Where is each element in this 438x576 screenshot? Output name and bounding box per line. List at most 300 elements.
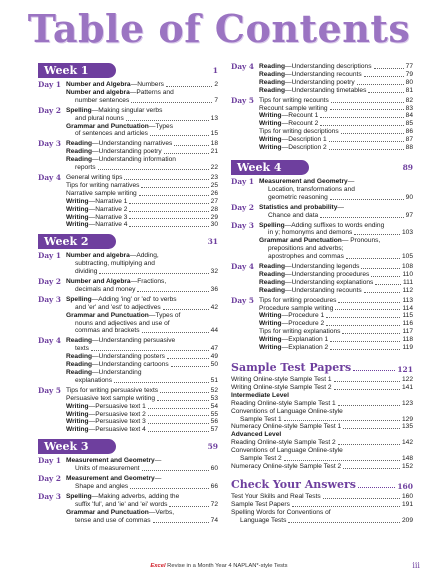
toc-entry-text: Sample Test 1 [240,415,282,423]
day-block [38,296,218,336]
day-label: Day 5 [231,295,254,305]
leader-dots [114,382,209,383]
toc-entry-text: apostrophes and commas [268,253,344,261]
toc-entry-bold: Writing [259,320,282,328]
toc-entry [259,279,413,287]
leader-dots [326,317,400,318]
leader-dots [320,125,403,126]
toc-entry [231,384,413,392]
toc-entry-bold: Measurement and Geometry [66,475,155,483]
toc-page-number: 148 [401,455,413,463]
leader-dots [148,431,209,432]
toc-entry-bold: Writing [66,410,89,418]
toc-page-number: 23 [210,173,218,181]
toc-entry [66,278,218,286]
leader-dots [331,102,404,103]
sample-tests-heading [231,361,413,374]
toc-entry [259,186,413,194]
toc-entry-bold: Writing [66,221,89,229]
toc-page-number: 51 [210,376,218,384]
toc-page-number: 119 [402,344,413,352]
leader-dots [141,187,208,188]
toc-entry-bold: Grammar and Punctuation [66,311,149,319]
toc-entry [259,229,413,237]
day-label: Day 2 [38,474,61,484]
leader-dots [334,389,400,390]
toc-entry-text: Numeracy Online-style Sample Test 2 [231,462,342,470]
toc-page-number: 117 [402,328,413,336]
toc-entry-text: Sample Test 2 [240,455,282,463]
toc-entry-text: Grammar and Punctuation—Types of [66,311,181,319]
toc-page-number: 123 [401,399,413,407]
day-label: Day 4 [38,336,61,346]
leader-dots [174,145,208,146]
toc-entry-text: nouns and adjectives and use of [75,319,170,327]
sample-tests-title: Sample Test Papers [231,361,352,374]
toc-entry [259,71,413,79]
toc-entry [66,475,218,483]
toc-entry-bold: Writing [66,426,89,434]
leader-dots [320,217,403,218]
leader-dots [91,350,209,351]
toc-entry [66,457,218,465]
toc-entry-bold: Reading [66,337,93,345]
toc-page-number: 111 [402,278,413,286]
toc-page-number: 54 [210,402,218,410]
toc-entry [66,190,218,198]
toc-entry-bold: Number and algebra [66,88,130,96]
toc-page-number: 7 [214,96,218,104]
toc-entry [231,400,413,408]
day-label: Day 2 [38,277,61,287]
toc-entry-text: Reading Online-style Sample Test 1 [231,399,336,407]
toc-entry-bold: Reading [259,78,286,86]
toc-entry [231,439,413,447]
toc-page-number: 47 [210,345,218,353]
day-block [38,337,218,384]
toc-page-number: 122 [401,376,413,383]
toc-entry [66,345,218,353]
toc-entry-text: Conventions of Language Online-style [231,447,343,455]
leader-dots [292,506,400,507]
toc-entry [66,130,218,138]
leader-dots [129,211,208,212]
week-label: Week 3 [38,439,116,454]
toc-entry-bold: Writing [259,336,282,344]
toc-entry [66,337,218,345]
toc-entry-bold: Grammar and Punctuation [66,122,149,130]
toc-entry [259,105,413,113]
leader-dots [171,366,209,367]
toc-entry-text: Advanced Level [231,431,282,439]
toc-entry-bold: Grammar and Punctuation [259,237,342,245]
leader-dots [357,84,404,85]
toc-entry-text: Reading—Understanding procedures [259,270,370,278]
toc-entry [259,328,413,336]
toc-entry [66,268,218,276]
toc-entry-bold: Reading [66,140,93,148]
toc-entry-text: decimals and money [75,285,136,293]
toc-entry [66,377,218,385]
leader-dots [126,120,209,121]
toc-entry-bold: Reading [66,156,93,164]
answers-page-number: 160 [397,481,413,491]
leader-dots [124,179,208,180]
toc-entry [259,336,413,344]
toc-entry-text: Number and algebra—Patterns and [66,88,174,96]
week-label: Week 4 [231,160,309,175]
toc-page-number: 32 [210,268,218,276]
toc-page-number: 57 [210,426,218,434]
toc-entry [231,517,413,525]
toc-entry [66,501,218,509]
toc-entry-text: Reading—Understanding posters [66,353,165,361]
toc-page-number: 112 [402,286,413,294]
toc-page-number: 79 [405,70,413,78]
toc-page-number: 209 [401,516,413,524]
toc-entry-text: Writing—Recount 2 [259,120,319,128]
toc-page-number: 135 [401,423,413,431]
toc-entry-text: Writing Online-style Sample Test 1 [231,376,332,383]
toc-entry [259,253,413,261]
toc-entry-text: General writing tips [66,173,123,181]
leader-dots [364,76,404,77]
toc-entry [259,97,413,105]
toc-entry-bold: Reading [66,369,93,376]
toc-page-number: 83 [405,104,413,112]
toc-page-number: 80 [405,78,413,86]
toc-entry-text: Tips for writing procedures [259,296,337,304]
leader-dots [157,400,209,401]
toc-entry [259,287,413,295]
toc-entry [66,89,218,97]
day-block [231,297,413,352]
leader-dots [342,333,400,334]
week-header [38,63,218,78]
toc-entry-text: Test Your Skills and Real Tests [231,492,321,500]
leader-dots [167,358,209,359]
leader-dots [320,117,403,118]
toc-entry-bold: Number and algebra [66,252,130,260]
leader-dots [354,234,400,235]
toc-entry-text: Reading Online-style Sample Test 2 [231,439,336,447]
toc-entry-text: and 'er' and 'est' to adjectives [75,303,161,311]
contents-right-column [231,63,413,525]
toc-entry [259,212,413,220]
toc-entry-text: and plural nouns [75,114,124,122]
toc-page-number: 21 [210,148,218,156]
toc-entry-text: Reading—Understanding poetry [66,148,162,156]
leader-dots [142,332,209,333]
toc-entry-text: Reading—Understanding cartoons [66,361,169,369]
toc-page-number: 87 [405,136,413,144]
day-block [38,457,218,473]
answers-heading [231,478,413,491]
leader-dots [346,258,400,259]
day-block [38,493,218,525]
toc-entry [66,403,218,411]
toc-entry-text: Reading—Understanding recounts [259,286,362,294]
toc-entry [66,387,218,395]
toc-entry-text: in y; homonyms and demons [268,229,353,237]
day-label: Day 4 [231,262,254,272]
toc-entry-text: Writing—Persuasive text 3 [66,418,146,426]
toc-entry [231,423,413,431]
week-label: Week 1 [38,63,116,78]
week-page-number: 59 [207,442,218,452]
day-block [231,97,413,152]
toc-entry [259,136,413,144]
leader-dots [129,203,208,204]
toc-entry [66,395,218,403]
toc-entry [259,263,413,271]
toc-entry-text: Reading—Understanding legends [259,263,360,271]
toc-entry-text: Writing—Description 2 [259,144,327,152]
toc-entry [259,305,413,313]
week-page-number: 31 [207,237,218,247]
toc-entry [259,112,413,120]
toc-entry-bold: Spelling [66,492,92,500]
leader-dots [374,68,404,69]
toc-entry [66,411,218,419]
toc-entry [259,344,413,352]
toc-entry-text: Writing—Narrative 2 [66,205,128,213]
toc-entry [259,222,413,230]
toc-entry [66,361,218,369]
toc-entry [259,79,413,87]
week-label: Week 2 [38,234,116,249]
day-label: Day 2 [231,202,254,212]
leader-dots [148,408,209,409]
toc-entry-text: Conventions of Language Online-style [231,407,343,415]
toc-page-number: 13 [210,114,218,122]
toc-page-number: 55 [210,410,218,418]
leader-dots [284,460,400,461]
toc-page-number: 72 [210,500,218,508]
toc-entry-text: Tips for writing persuasive texts [66,386,159,394]
toc-entry-bold: Reading [66,148,93,156]
toc-entry-bold: Writing [66,205,89,213]
toc-entry [66,221,218,229]
toc-entry [66,327,218,335]
toc-entry-text: Number and Algebra—Fractions, [66,278,167,286]
toc-entry-bold: Reading [259,286,286,294]
toc-page-number: 152 [401,462,413,470]
day-block [38,81,218,105]
toc-entry-bold: Writing [66,197,89,205]
toc-entry [259,120,413,128]
leader-dots [153,522,209,523]
toc-entry-bold: Reading [259,63,286,70]
day-block [38,107,218,139]
toc-page-number: 88 [405,144,413,152]
toc-entry [259,204,413,212]
day-label: Day 3 [38,294,61,304]
toc-entry-text: Spelling—Making adverbs, adding the [66,492,180,500]
leader-dots [148,415,209,416]
toc-entry-bold: Spelling [66,295,92,303]
toc-entry-text: Writing—Narrative 4 [66,221,128,229]
toc-entry-text: Writing—Explanation 2 [259,344,329,352]
leader-dots [335,309,400,310]
leader-dots [98,169,209,170]
toc-page-number: 115 [402,312,413,320]
toc-page-number: 25 [210,181,218,189]
toc-entry [66,369,218,377]
toc-entry-text: Writing—Narrative 1 [66,197,128,205]
toc-page-number: 50 [210,361,218,369]
toc-entry-bold: Measurement and Geometry [259,177,348,185]
day-block [38,387,218,434]
leader-dots [330,199,404,200]
toc-entry-text: Recount sample writing [259,104,328,112]
leader-dots [148,423,209,424]
toc-entry [66,286,218,294]
leader-dots [99,273,208,274]
toc-entry [231,376,413,384]
footer [0,563,438,569]
toc-entry [66,320,218,328]
toc-entry [231,463,413,471]
toc-entry-bold: Number and Algebra [66,278,131,286]
leader-dots [330,109,404,110]
toc-page-number: 74 [210,516,218,524]
answers-title: Check Your Answers [231,477,356,491]
toc-page-number: 26 [210,189,218,197]
toc-page-number: 85 [405,120,413,128]
toc-entry [66,198,218,206]
contents-left-column [38,63,218,527]
leader-dots [142,470,209,471]
toc-page-number: 82 [405,96,413,104]
toc-entry [66,206,218,214]
toc-entry [259,297,413,305]
toc-entry [231,509,413,517]
toc-entry [66,465,218,473]
toc-entry-bold: Measurement and Geometry [66,457,155,465]
leader-dots [288,522,400,523]
leader-dots [364,292,401,293]
toc-entry-text: Tips for writing explanations [259,328,341,336]
toc-entry-bold: Reading [259,270,286,278]
toc-entry-bold: Reading [259,86,286,94]
toc-page-number: 56 [210,418,218,426]
leader-dots [330,341,400,342]
toc-page-number: 84 [405,112,413,120]
toc-entry [66,418,218,426]
toc-entry-text: Tips for writing narratives [66,181,140,189]
leader-dots [361,268,400,269]
toc-entry-text: Writing—Description 1 [259,136,327,144]
leader-dots [139,195,209,196]
toc-entry-text: Number and Algebra—Numbers [66,81,164,88]
toc-entry [231,392,413,400]
leader-dots [343,468,400,469]
week-page-number: 89 [402,162,413,172]
toc-page-number: 66 [210,482,218,490]
toc-page-number: 116 [402,320,413,328]
toc-entry [259,178,413,186]
toc-entry [66,304,218,312]
toc-page-number: 15 [210,130,218,138]
toc-page-number: 36 [210,285,218,293]
toc-entry [66,426,218,434]
toc-entry-text: suffix 'ful', and 'ie' and 'ei' words [75,500,168,508]
toc-entry [66,174,218,182]
toc-entry [66,115,218,123]
week-header [231,160,413,175]
toc-entry-bold: Grammar and Punctuation [66,508,149,516]
toc-entry-text: Intermediate Level [231,391,289,399]
toc-entry-text: of sentences and articles [75,130,148,138]
toc-entry-text: dividing [75,268,98,276]
week-page-number: 1 [212,66,218,75]
toc-page-number: 113 [402,296,413,304]
toc-entry-text: commas and brackets [75,327,140,335]
leader-dots [329,149,404,150]
toc-entry [66,148,218,156]
toc-entry-text: Sample Test Papers [231,500,290,508]
day-label: Day 3 [38,139,61,149]
toc-entry [259,63,413,71]
toc-entry-bold: Reading [259,278,286,286]
leader-dots [368,92,403,93]
leader-dots [375,284,401,285]
toc-entry-text: Measurement and Geometry— [66,475,162,483]
toc-page-number: 129 [401,415,413,423]
toc-entry-bold: Writing [66,418,89,426]
toc-page-number: 108 [401,263,413,271]
day-label: Day 3 [38,491,61,501]
toc-entry-bold: Reading [66,353,93,361]
toc-entry-text: Reading—Understanding narratives [66,140,173,148]
toc-page-number: 86 [405,128,413,136]
toc-entry-text: Reading—Understanding information [66,156,176,164]
day-label: Day 1 [38,251,61,261]
toc-page-number: 49 [210,353,218,361]
toc-entry-bold: Writing [66,402,89,410]
toc-entry-text: Writing—Explanation 1 [259,336,329,344]
leader-dots [150,135,209,136]
toc-entry-text: Reading—Understanding descriptions [259,63,372,70]
toc-page-number: 105 [401,253,413,261]
day-label: Day 4 [38,172,61,182]
toc-entry-text: geometric reasoning [268,193,328,201]
day-block [231,63,413,95]
toc-entry-text: Spelling—Adding 'ing' or 'ed' to verbs [66,295,177,303]
leader-dots [329,141,404,142]
footer-brand: Excel [150,563,166,569]
leader-dots [326,325,400,326]
toc-entry-text: Statistics and probability— [259,203,345,211]
toc-page-number: 44 [210,327,218,335]
toc-entry-text: Tips for writing descriptions [259,128,339,136]
leader-dots [338,302,400,303]
toc-entry [259,144,413,152]
toc-entry-bold: Writing [66,213,89,221]
toc-entry-text: explanations [75,376,113,384]
toc-entry-text: texts [75,345,89,353]
week-header [38,234,218,249]
toc-entry-text: Spelling—Adding suffixes to words ending [259,221,385,229]
toc-page-number: 118 [402,336,413,344]
toc-entry [231,408,413,416]
toc-entry-text: Chance and data [268,211,319,219]
day-label: Day 5 [231,95,254,105]
leader-dots [323,498,400,499]
toc-entry [66,182,218,190]
leader-dots [334,381,400,382]
